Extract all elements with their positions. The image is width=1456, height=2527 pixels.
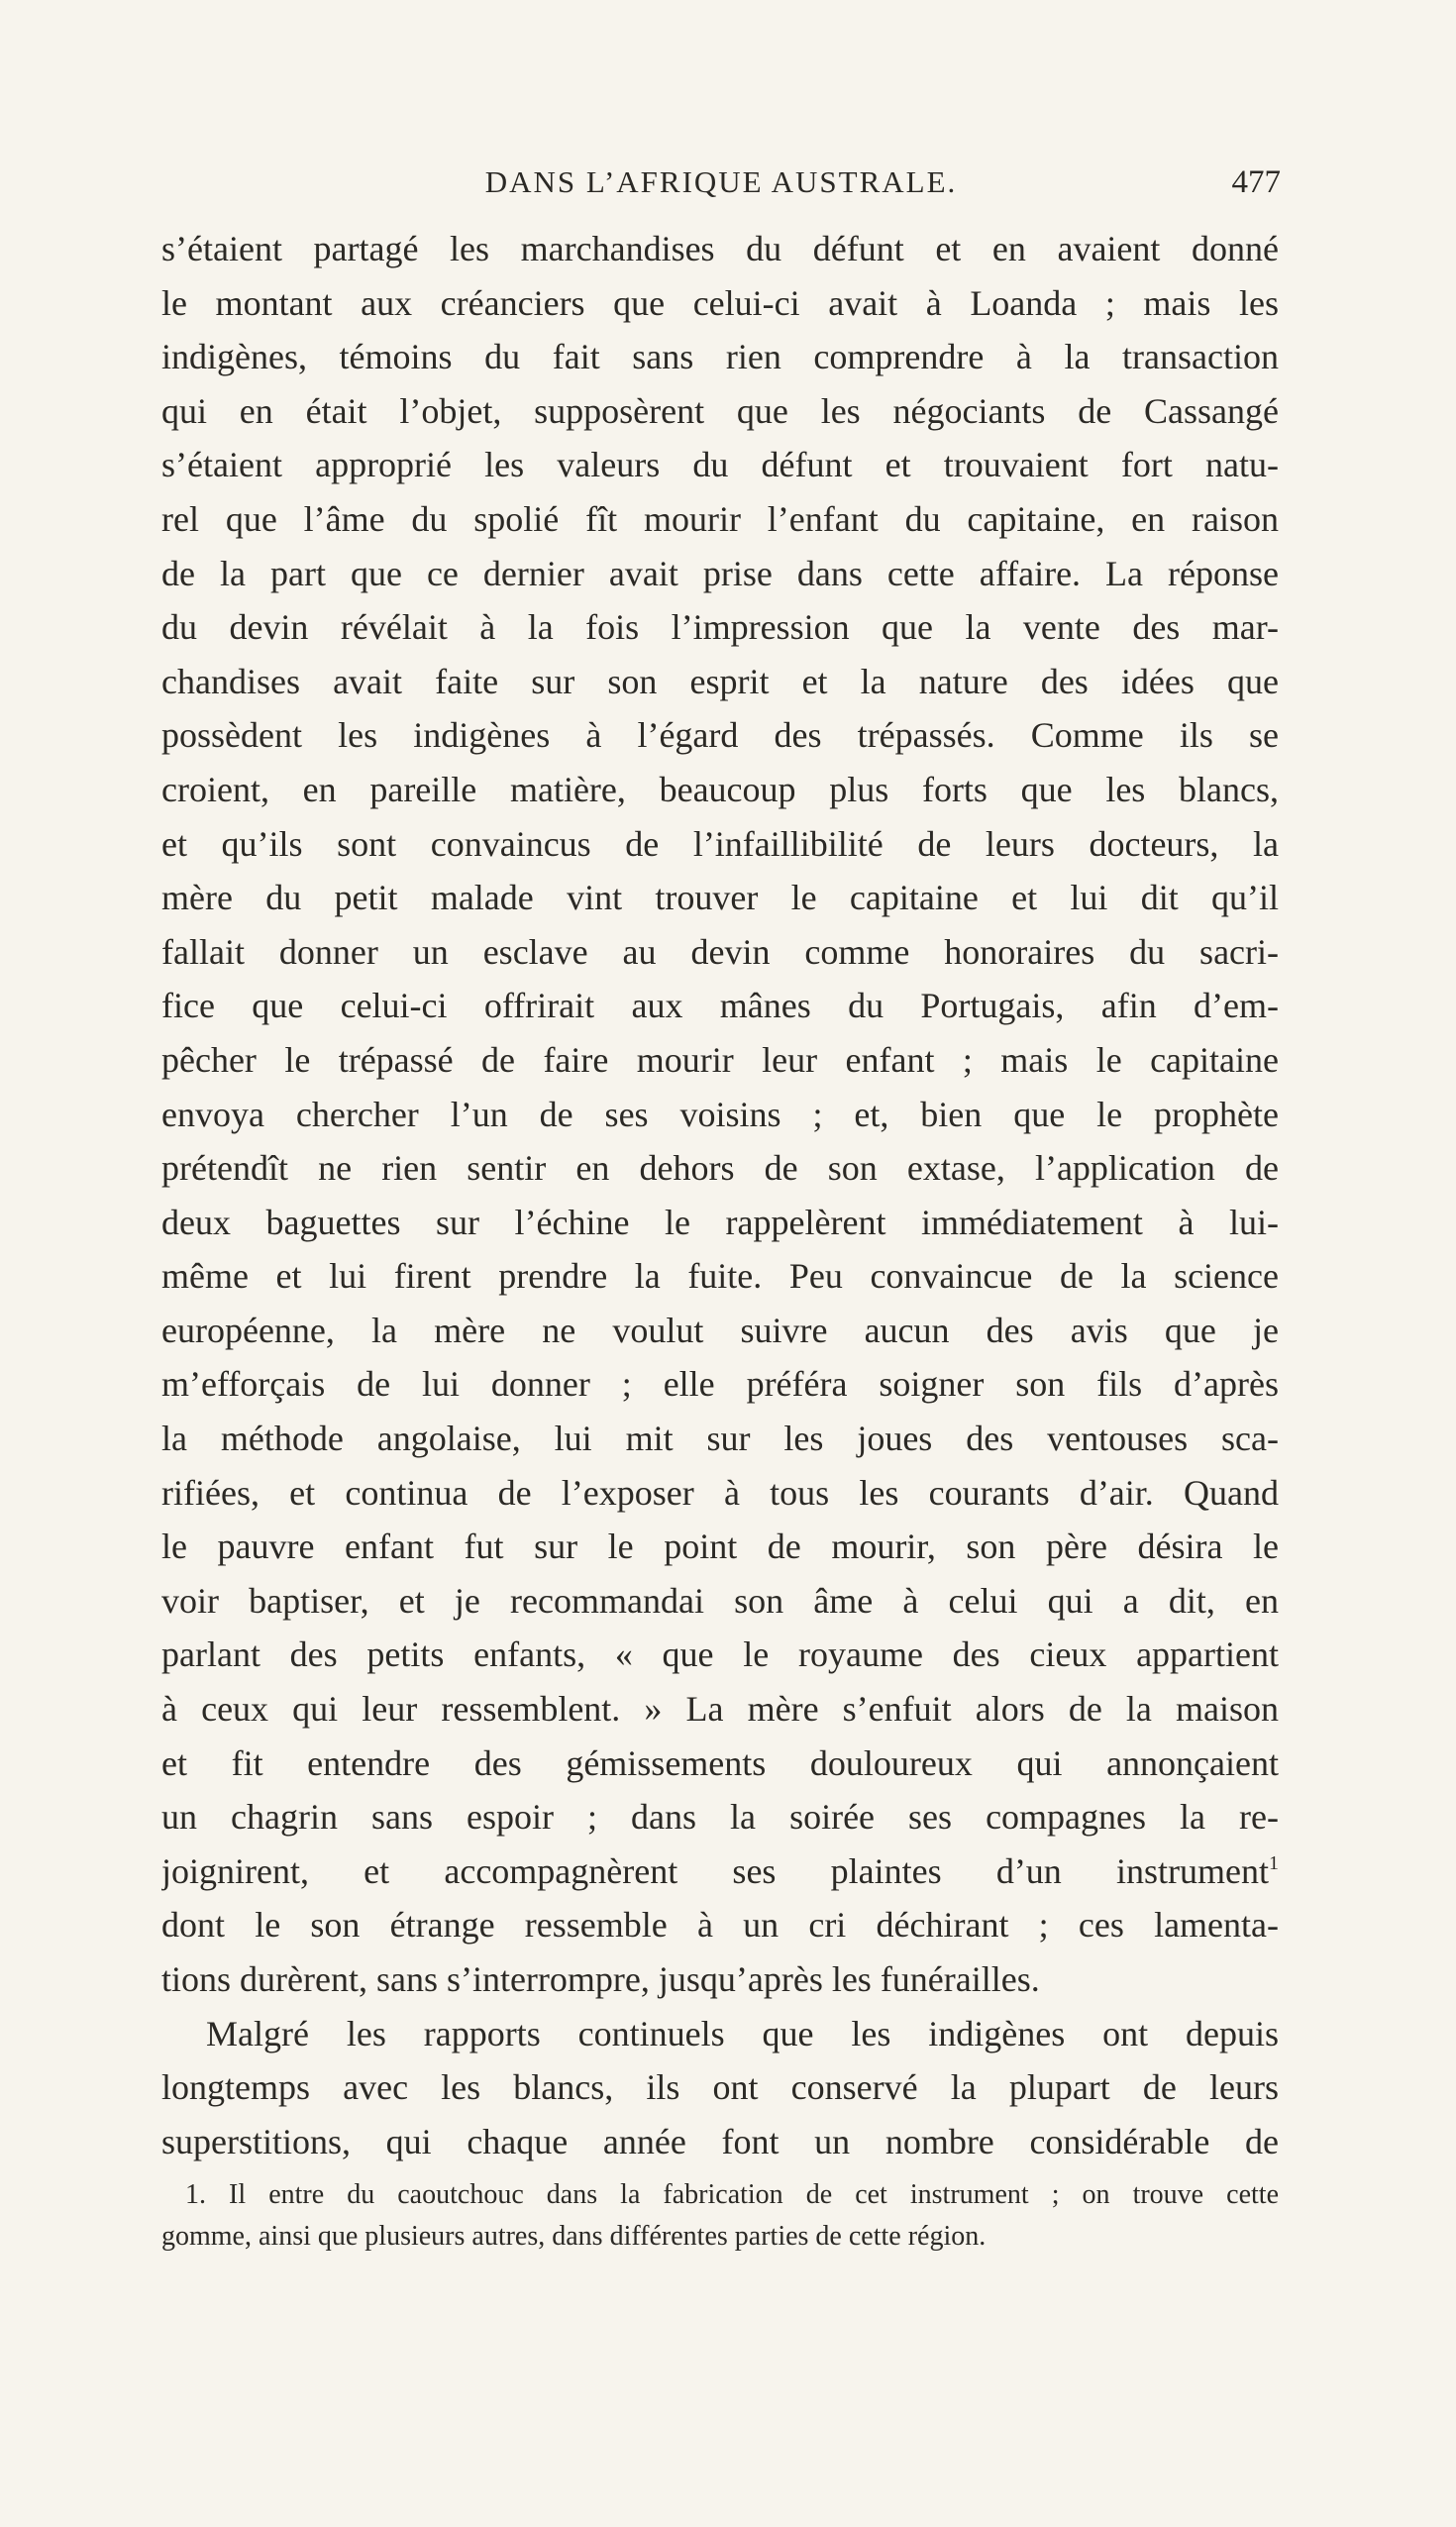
- text-line: s’étaient partagé les marchandises du défunt et en avaient donné: [161, 229, 1279, 268]
- text-line: dont le son étrange ressemble à un cri déchirant ; ces lamenta-: [161, 1905, 1279, 1946]
- running-title: DANS L’AFRIQUE AUSTRALE.: [484, 164, 958, 199]
- footnote-line: 1. Il entre du caoutchouc dans la fabrication de cet instrument ; on trouve cette: [185, 2179, 1279, 2210]
- text-line: rel que l’âme du spolié fît mourir l’enfant du capitaine, en raison: [161, 498, 1279, 539]
- text-line: fallait donner un esclave au devin comme honoraires du sacri-: [161, 931, 1279, 972]
- text-line: s’étaient approprié les valeurs du défunt et trouvaient fort natu-: [161, 445, 1279, 485]
- text-line: qui en était l’objet, supposèrent que les négociants de Cassangé: [161, 390, 1279, 431]
- text-line: pêcher le trépassé de faire mourir leur enfant ; mais le capitaine: [161, 1039, 1279, 1080]
- text-line: la méthode angolaise, lui mit sur les joues des ventouses sca-: [161, 1419, 1279, 1459]
- text-line: et qu’ils sont convaincus de l’infaillibilité de leurs docteurs, la: [161, 823, 1279, 864]
- text-line: indigènes, témoins du fait sans rien comprendre à la transaction: [161, 337, 1279, 377]
- page-number: 477: [1231, 164, 1281, 200]
- text-line: le montant aux créanciers que celui-ci avait à Loanda ; mais les: [161, 282, 1279, 323]
- text-line: européenne, la mère ne voulut suivre aucun des avis que je: [161, 1310, 1279, 1350]
- text-line-paragraph-start: Malgré les rapports continuels que les indigènes ont depuis: [206, 2013, 1279, 2053]
- footnote: [161, 2174, 1279, 2258]
- text-line: de la part que ce dernier avait prise dans cette affaire. La réponse: [161, 553, 1279, 593]
- text-line: parlant des petits enfants, « que le royaume des cieux appartient: [161, 1634, 1279, 1675]
- text-line: prétendît ne rien sentir en dehors de son extase, l’application de: [161, 1148, 1279, 1189]
- text-line: rifiées, et continua de l’exposer à tous les courants d’air. Quand: [161, 1472, 1279, 1513]
- text-line: du devin révélait à la fois l’impression que la vente des mar-: [161, 607, 1279, 648]
- text-line: longtemps avec les blancs, ils ont conservé la plupart de leurs: [161, 2067, 1279, 2108]
- text-line: envoya chercher l’un de ses voisins ; et, bien que le prophète: [161, 1094, 1279, 1134]
- text-line: chandises avait faite sur son esprit et la nature des idées que: [161, 661, 1279, 701]
- text-line: mère du petit malade vint trouver le capitaine et lui dit qu’il: [161, 878, 1279, 918]
- footnote-reference[interactable]: 1: [1269, 1851, 1279, 1874]
- running-head: [161, 160, 1281, 204]
- body-text: [161, 222, 1279, 2168]
- text-line-content: joignirent, et accompagnèrent ses plaintes d’un instrument: [161, 1850, 1269, 1891]
- text-line: à ceux qui leur ressemblent. » La mère s’enfuit alors de la maison: [161, 1689, 1279, 1730]
- text-line: même et lui firent prendre la fuite. Peu convaincue de la science: [161, 1256, 1279, 1297]
- text-line-with-footnote: [161, 1844, 1279, 1899]
- text-line: tions durèrent, sans s’interrompre, jusqu’après les funérailles.: [161, 1959, 1040, 1999]
- text-line: et fit entendre des gémissements douloureux qui annonçaient: [161, 1742, 1279, 1783]
- text-line: un chagrin sans espoir ; dans la soirée ses compagnes la re-: [161, 1797, 1279, 1838]
- text-line: croient, en pareille matière, beaucoup plus forts que les blancs,: [161, 769, 1279, 809]
- text-line: superstitions, qui chaque année font un nombre considérable de: [161, 2121, 1279, 2161]
- text-line: deux baguettes sur l’échine le rappelèrent immédiatement à lui-: [161, 1202, 1279, 1242]
- text-line: possèdent les indigènes à l’égard des trépassés. Comme ils se: [161, 715, 1279, 756]
- footnote-line: gomme, ainsi que plusieurs autres, dans différentes parties de cette région.: [161, 2221, 987, 2252]
- text-line: voir baptiser, et je recommandai son âme à celui qui a dit, en: [161, 1580, 1279, 1621]
- text-line: fice que celui-ci offrirait aux mânes du Portugais, afin d’em-: [161, 986, 1279, 1026]
- text-line: le pauvre enfant fut sur le point de mourir, son père désira le: [161, 1527, 1279, 1567]
- text-line: m’efforçais de lui donner ; elle préféra soigner son fils d’après: [161, 1364, 1279, 1405]
